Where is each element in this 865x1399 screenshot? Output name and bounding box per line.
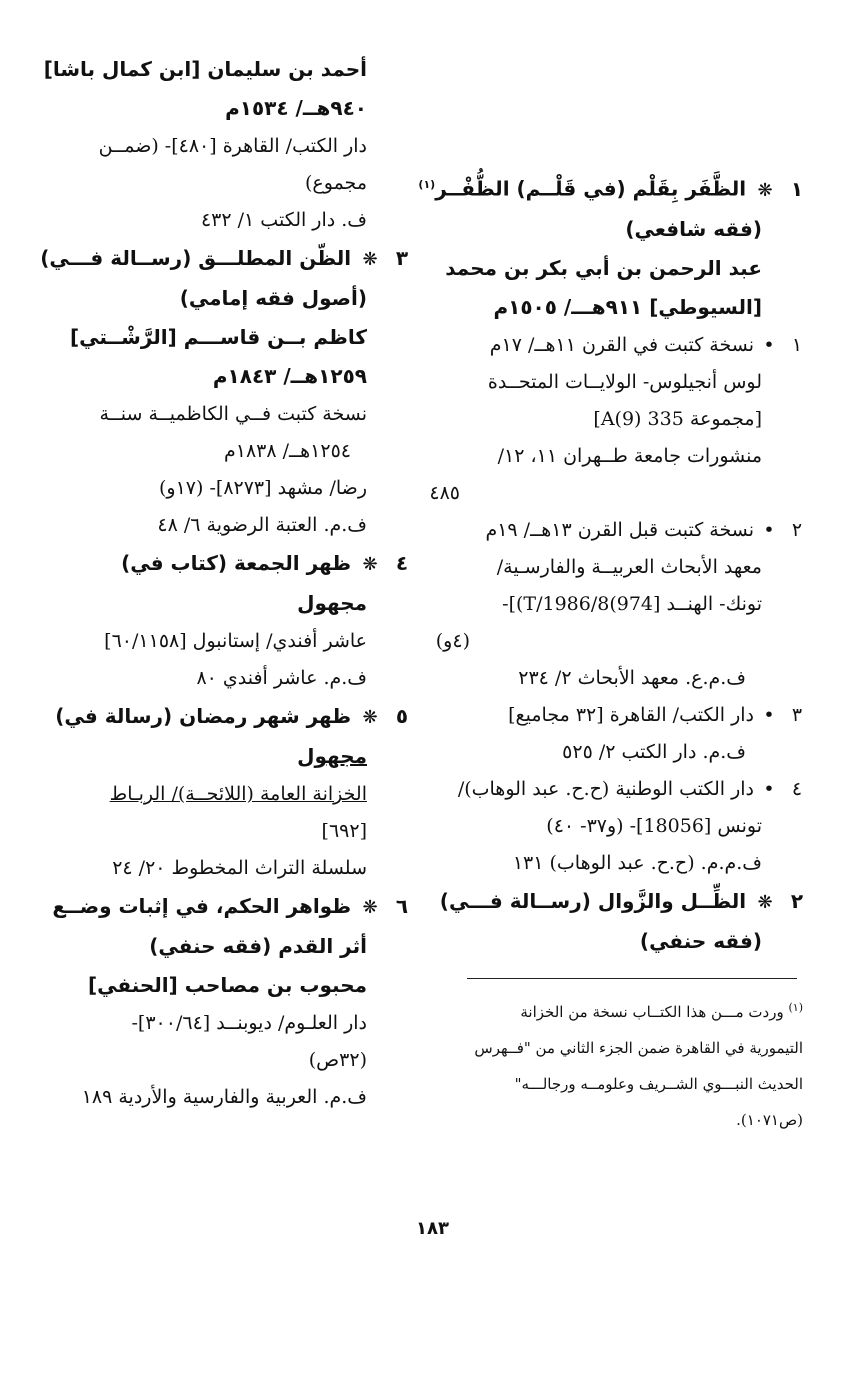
entry-1-author-date: [السيوطي] ٩١١هـــ/ ١٥٠٥م (493, 294, 762, 319)
entry-number: ٣ (395, 246, 409, 270)
entry-2-subject: (فقه حنفي) (639, 928, 762, 953)
entry-number: ٥ (395, 704, 409, 728)
entry-6-title: ٦ ❋ ظواهر الحكم، في إثبات وضــع (35, 887, 415, 927)
bullet-icon: • (763, 333, 775, 356)
entry-number: ١ (790, 176, 804, 201)
star-icon: ❋ (362, 707, 378, 728)
entry-1-author: عبد الرحمن بن أبي بكر بن محمد (445, 255, 762, 280)
entry-3-author: كاظم بــن قاســـم [الرَّشْــتي] (69, 325, 367, 349)
copy-line: تونك- الهنــد [974)T/1986/8)]- (502, 592, 762, 615)
copy-line: دار الكتب/ القاهرة [٤٨٠]- (ضمــن (98, 135, 367, 157)
copy-4: ٤•دار الكتب الوطنية (ح.ح. عبد الوهاب)/ (405, 771, 810, 808)
copy-line: ف.م. عاشر أفندي ٨٠ (196, 667, 367, 689)
entry-3-subject: (أصول فقه إمامي) (179, 286, 367, 310)
copy-line: رضا/ مشهد [٨٢٧٣]- (١٧و) (159, 477, 367, 499)
entry-5-author: مجهول (297, 744, 367, 768)
entry-6-subject: أثر القدم (فقه حنفي) (149, 934, 367, 958)
copy-line: ف.م. العربية والفارسية والأردية ١٨٩ (81, 1086, 367, 1108)
bullet-icon: • (763, 518, 775, 541)
star-icon: ❋ (757, 891, 773, 913)
copy-line: مجموع) (305, 172, 367, 194)
copy-line: (٤و) (435, 629, 470, 652)
copy-line: ١٢٥٤هــ/ ١٨٣٨م (223, 440, 351, 462)
copy-line: [٦٩٢] (321, 820, 367, 842)
copy-line: سلسلة التراث المخطوط ٢٠/ ٢٤ (112, 857, 367, 879)
copy-line: تونس [18056]- (و٣٧- ٤٠) (546, 814, 762, 837)
copy-3: ٣•دار الكتب/ القاهرة [٣٢ مجاميع] (405, 697, 810, 734)
copy-line: ٤٨٥ (429, 481, 460, 504)
copy-1: ١•نسخة كتبت في القرن ١١هــ/ ١٧م (405, 327, 810, 364)
top-author-date: ٩٤٠هــ/ ١٥٣٤م (225, 96, 367, 120)
copy-line: ف.م. العتبة الرضوية ٦/ ٤٨ (157, 514, 367, 536)
left-column (35, 50, 415, 1116)
entry-1-title (405, 165, 810, 210)
footnote-line: وردت مـــن هذا الكتــاب نسخة من الخزانة (520, 1003, 784, 1021)
right-column (405, 165, 810, 961)
entry-number: ٢ (790, 888, 804, 913)
copy-line: ف. دار الكتب ١/ ٤٣٢ (200, 209, 367, 231)
copy-line: معهد الأبحاث العربيــة والفارسـية/ (496, 555, 762, 578)
star-icon: ❋ (757, 179, 773, 201)
entry-4-title: ٤ ❋ ظهر الجمعة (كتاب في) (35, 544, 415, 584)
footnote-line: الحديث النبـــوي الشــريف وعلومــه ورجالـــه" (514, 1075, 803, 1093)
entry-3-title: ٣ ❋ الظّن المطلـــق (رســالة فـــي) (35, 239, 415, 279)
footnote-line: التيمورية في القاهرة ضمن الجزء الثاني من "فــهرس (474, 1039, 803, 1057)
copy-line: [مجموعة 335 A(9)] (593, 407, 762, 430)
copy-line: (٣٢ص) (308, 1049, 367, 1071)
copy-line: الخزانة العامة (اللائحــة)/ الربـاط (109, 783, 367, 805)
entry-1-subject: (فقه شافعي) (625, 216, 762, 241)
footnote (453, 990, 803, 1138)
copy-line: ف.م.م. (ح.ح. عبد الوهاب) ١٣١ (512, 851, 762, 874)
entry-3-author-date: ١٢٥٩هــ/ ١٨٤٣م (212, 364, 367, 388)
footnote-line: (ص١٠٧١). (736, 1111, 803, 1129)
entry-6-author: محبوب بن مصاحب [الحنفي] (87, 973, 367, 997)
entry-number: ٦ (395, 894, 409, 918)
bullet-icon: • (763, 703, 775, 726)
star-icon: ❋ (362, 554, 378, 575)
entry-title: الظَّفَر بِقَلْم (في قَلْــم) الظُّفْــر (435, 176, 747, 201)
copy-line: نسخة كتبت فــي الكاظميــة سنــة (99, 403, 367, 425)
entry-5-title: ٥ ❋ ظهر شهر رمضان (رسالة في) (35, 697, 415, 737)
footnote-divider (467, 978, 797, 979)
copy-2: ٢•نسخة كتبت قبل القرن ١٣هــ/ ١٩م (405, 512, 810, 549)
footnote-mark: (١) (418, 178, 436, 191)
copy-line: دار العلـوم/ ديوبنــد [٣٠٠/٦٤]- (131, 1012, 367, 1034)
page-number: ١٨٣ (416, 1218, 449, 1239)
copy-line: عاشر أفندي/ إستانبول [٦٠/١١٥٨] (104, 630, 367, 652)
star-icon: ❋ (362, 897, 378, 918)
entry-4-author: مجهول (297, 591, 367, 615)
copy-line: ف.م. دار الكتب ٢/ ٥٢٥ (562, 740, 746, 763)
entry-2-title: ٢ ❋ الظِّــل والزَّوال (رســالة فـــي) (405, 882, 810, 922)
star-icon: ❋ (362, 249, 378, 270)
copy-line: لوس أنجيلوس- الولايــات المتحــدة (487, 370, 762, 393)
copy-line: ف.م.ع. معهد الأبحاث ٢/ ٢٣٤ (518, 666, 746, 689)
entry-number: ٤ (395, 551, 409, 575)
footnote-mark: (١) (788, 1001, 803, 1014)
bullet-icon: • (763, 777, 775, 800)
copy-line: منشورات جامعة طــهران ١١، ١٢/ (497, 444, 762, 467)
top-author: أحمد بن سليمان [ابن كمال باشا] (43, 57, 367, 81)
